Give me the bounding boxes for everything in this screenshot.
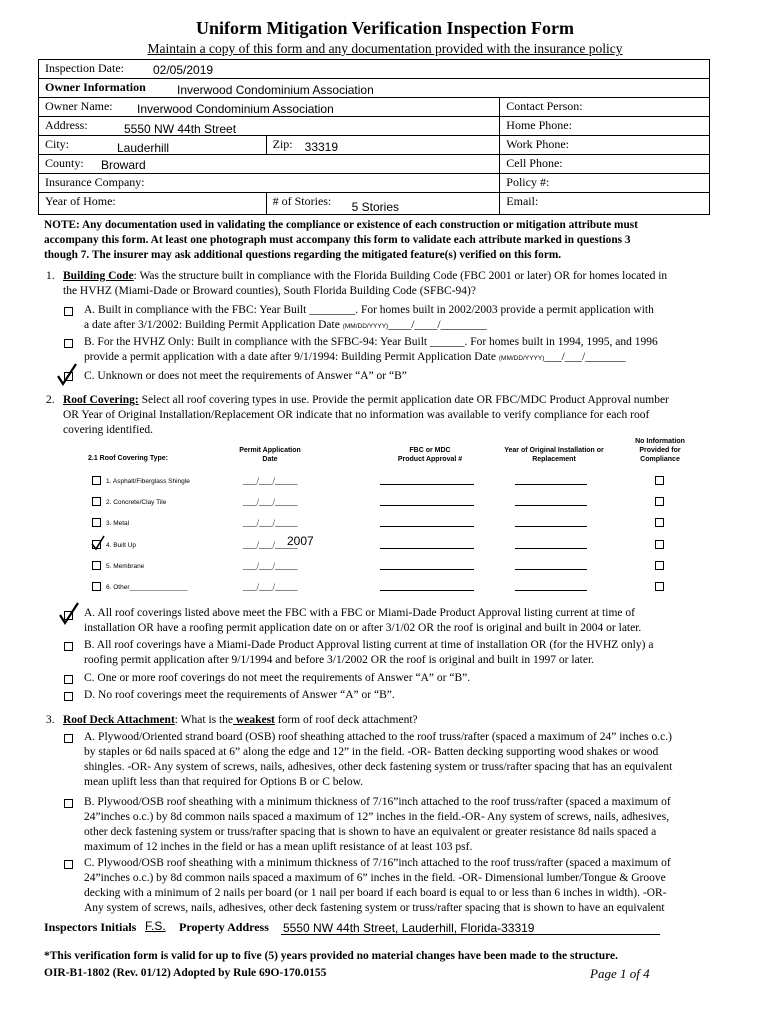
q2-option-b-line-2: roofing permit application after 9/1/1994 and before 3/1/2002 OR the roof is original and built in 1997 or later. [84, 654, 595, 666]
q2-option-d: D. No roof coverings meet the requirements of Answer “A” or “B”. [84, 689, 395, 701]
permit-date-field[interactable]: ___/___/_____ [243, 518, 298, 529]
q2-option-a-line-2: installation OR have a roofing permit application date on or after 3/1/02 OR the roof is original and built in 2004 or later. [84, 622, 642, 634]
property-address-value[interactable]: 5550 NW 44th Street, Lauderhill, Florida-33319 [283, 921, 535, 935]
county-cell [39, 155, 500, 174]
q2-option-b-line-1: B. All roof coverings have a Miami-Dade Product Approval listing current at time of installation OR (for the HVHZ only) a [84, 639, 654, 651]
roof-covering-type-checkbox[interactable] [92, 476, 101, 485]
q2-option-c: C. One or more roof coverings do not meet the requirements of Answer “A” or “B”. [84, 672, 471, 684]
q3-option-a-line-2: by staples or 6d nails spaced at 6” along the edge and 12” in the field. -OR- Batten decking supporting wood shakes or wood [84, 746, 659, 758]
owner-name-cell [39, 98, 500, 117]
note-line-3: though 7. The insurer may ask additional questions regarding the mitigated feature(s) verified on this form. [44, 249, 562, 261]
city-cell [39, 136, 267, 155]
q2-option-c-checkbox[interactable] [64, 675, 73, 684]
note-line-1: NOTE: Any documentation used in validating the compliance or existence of each construction or mitigation attribute must [44, 219, 638, 231]
inspectors-initials-value[interactable]: F.S. [145, 919, 166, 933]
policy-label: Policy #: [506, 175, 550, 189]
roof-covering-type-checkbox[interactable] [92, 561, 101, 570]
no-information-checkbox[interactable] [655, 582, 664, 591]
fbc-product-approval-field[interactable] [380, 505, 474, 506]
year-installation-field[interactable] [515, 526, 587, 527]
q1-option-a-line-2: a date after 3/1/2002: Building Permit Application Date (MM/DD/YYYY)____/____/________ [84, 319, 487, 331]
q1-question: Building Code: Was the structure built in compliance with the Florida Building Code (FBC 2001 or later) OR for homes located in [63, 270, 668, 282]
insurance-company-label: Insurance Company: [45, 175, 145, 189]
form-subtitle: Maintain a copy of this form and any documentation provided with the insurance policy [147, 41, 623, 56]
home-phone-label: Home Phone: [506, 118, 572, 132]
q1-option-b-line-2: provide a permit application with a date after 9/1/1994: Building Permit Application Date (MM/DD/YYYY)___/___/_______ [84, 351, 626, 363]
q3-option-c-line-1: C. Plywood/OSB roof sheathing with a minimum thickness of 7/16”inch attached to the roof truss/rafter (spaced a maximum of [84, 857, 671, 869]
q3-option-b-line-4: maximum of 12 inches in the field or has a mean uplift resistance of at least 103 psf. [84, 841, 473, 853]
q2-option-a-line-1: A. All roof coverings listed above meet the FBC with a FBC or Miami-Dade Product Approval listing current at time of [84, 607, 635, 619]
year-installation-field[interactable] [515, 548, 587, 549]
roof-covering-type-label: 5. Membrane [106, 562, 145, 570]
roof-covering-type-label: 3. Metal [106, 520, 130, 528]
form-id: OIR-B1-1802 (Rev. 01/12) Adopted by Rule 69O-170.0155 [44, 967, 327, 979]
policy-cell[interactable] [500, 174, 710, 193]
email-cell[interactable] [500, 193, 710, 215]
property-address-label: Property Address [179, 920, 269, 934]
fbc-product-approval-field[interactable] [380, 548, 474, 549]
q3-number: 3. [46, 714, 55, 726]
permit-date-field[interactable]: ___/___/_____ [243, 582, 298, 592]
year-installation-field[interactable] [515, 484, 587, 485]
owner-information-label: Owner Information [45, 80, 146, 94]
no-information-checkbox[interactable] [655, 476, 664, 485]
q1-option-a-checkbox[interactable] [64, 307, 73, 316]
year-installation-field[interactable] [515, 505, 587, 506]
owner-name-label: Owner Name: [45, 99, 113, 113]
stories-value[interactable]: 5 Stories [351, 200, 399, 214]
q2-option-b-checkbox[interactable] [64, 642, 73, 651]
q3-option-b-line-1: B. Plywood/OSB roof sheathing with a minimum thickness of 7/16”inch attached to the roof truss/rafter (spaced a maximum of [84, 796, 671, 808]
fbc-product-approval-header: FBC or MDC Product Approval # [397, 447, 463, 463]
permit-date-header: Permit Application Date [239, 447, 301, 463]
form-title: Uniform Mitigation Verification Inspection Form [196, 18, 574, 38]
validity-note: *This verification form is valid for up to five (5) years provided no material changes have been made to the structure. [44, 950, 618, 962]
email-label: Email: [506, 194, 539, 208]
inspection-date-cell [39, 60, 710, 79]
city-label: City: [45, 137, 70, 151]
built-up-checkmark-icon [90, 535, 106, 551]
q2-question-line-2: OR Year of Original Installation/Replacement OR indicate that no information was available to verify compliance for each roof [63, 409, 650, 421]
cell-phone-cell[interactable] [500, 155, 710, 174]
permit-date-field[interactable]: ___/___/_____ [243, 476, 298, 486]
q3-option-c-line-3: decking with a minimum of 2 nails per board (or 1 nail per board if each board is equal to or less than 6 inches in width). -OR- [84, 887, 667, 899]
roof-covering-type-label: 4. Built Up [106, 541, 136, 549]
q3-option-a-line-4: mean uplift less than that required for Options B or C below. [84, 776, 364, 788]
cell-phone-label: Cell Phone: [506, 156, 563, 170]
q3-option-c-line-4: Any system of screws, nails, adhesives, other deck fastening system or truss/rafter spacing that is shown to have an equivalent [84, 902, 665, 914]
no-information-checkbox[interactable] [655, 497, 664, 506]
owner-info-table [38, 59, 710, 215]
roof-covering-type-label: 1. Asphalt/Fiberglass Shingle [106, 478, 190, 485]
q3-option-c-checkbox[interactable] [64, 860, 73, 869]
property-address-underline [281, 934, 660, 935]
note-line-2: accompany this form. At least one photograph must accompany this form to validate each attribute marked in questions 3 [44, 234, 631, 246]
insurance-company-cell[interactable] [39, 174, 500, 193]
owner-name-value[interactable]: Inverwood Condominium Association [137, 102, 334, 116]
year-of-home-cell[interactable] [39, 193, 267, 215]
q1-question-line-2: the HVHZ (Miami-Dade or Broward counties), South Florida Building Code (SFBC-94)? [63, 285, 476, 297]
q3-option-a-checkbox[interactable] [64, 734, 73, 743]
permit-date-field[interactable]: ___/___/_____ [243, 560, 298, 571]
work-phone-cell[interactable] [500, 136, 710, 155]
q1-number: 1. [46, 270, 55, 282]
zip-value[interactable]: 33319 [304, 140, 339, 154]
q3-option-a-line-1: A. Plywood/Oriented strand board (OSB) roof sheathing attached to the roof truss/rafter (spaced a maximum of 24” inches o.c.) [84, 731, 672, 743]
city-value[interactable]: Lauderhill [117, 141, 170, 155]
q1-option-a-line-1: A. Built in compliance with the FBC: Year Built ________. For homes built in 2002/2003 provide a permit application with [84, 304, 654, 316]
permit-date-field[interactable]: ___/___/_____ [243, 497, 298, 508]
q2-option-a-checkmark-icon [56, 601, 82, 627]
work-phone-label: Work Phone: [506, 137, 569, 151]
stories-cell [266, 193, 500, 215]
q3-option-b-checkbox[interactable] [64, 799, 73, 808]
roof-covering-type-header: 2.1 Roof Covering Type: [88, 455, 168, 462]
address-cell [39, 117, 500, 136]
q3-option-b-line-2: 24”inches o.c.) by 8d common nails spaced a maximum of 12” inches in the field.-OR- Any system of screws, nails, adhesives, [84, 811, 670, 823]
no-information-header: No Information Provided for Compliance [635, 438, 685, 463]
fbc-product-approval-field[interactable] [380, 569, 474, 570]
page-number: Page 1 of 4 [590, 966, 650, 981]
contact-person-cell[interactable] [500, 98, 710, 117]
roof-covering-type-checkbox[interactable] [92, 497, 101, 506]
year-installation-field[interactable] [515, 590, 587, 591]
fbc-product-approval-field[interactable] [380, 526, 474, 527]
permit-date-field[interactable]: ___/___/_____ [243, 539, 298, 550]
q2-question: Roof Covering: Select all roof covering types in use. Provide the permit application date OR FBC/MDC Product Approval number [63, 394, 669, 406]
q2-number: 2. [46, 394, 55, 406]
q1-option-c: C. Unknown or does not meet the requirements of Answer “A” or “B” [84, 370, 407, 382]
q3-question: Roof Deck Attachment: What is the weakest form of roof deck attachment? [63, 714, 418, 726]
no-information-checkbox[interactable] [655, 540, 664, 549]
address-label: Address: [45, 118, 88, 132]
q1-option-b-checkbox[interactable] [64, 339, 73, 348]
inspection-date-value[interactable]: 02/05/2019 [153, 63, 214, 77]
zip-label: Zip: [272, 137, 293, 151]
zip-cell [266, 136, 500, 155]
roof-covering-type-label: 6. Other________________ [106, 584, 188, 591]
q1-option-b-line-1: B. For the HVHZ Only: Built in compliance with the SFBC-94: Year Built ______. For homes built in 1994, 1995, and 1996 [84, 336, 658, 348]
owner-information-cell [39, 79, 710, 98]
county-label: County: [45, 156, 84, 170]
fbc-product-approval-field[interactable] [380, 484, 474, 485]
inspectors-initials-label: Inspectors Initials [44, 920, 137, 934]
fbc-product-approval-field[interactable] [380, 590, 474, 591]
q3-option-c-line-2: 24”inches o.c.) by 8d common nails spaced a maximum of 6” inches in the field. -OR- Dimensional lumber/Tongue & Groove [84, 872, 666, 884]
no-information-checkbox[interactable] [655, 561, 664, 570]
inspection-date-label: Inspection Date: [45, 61, 124, 75]
permit-date-written-value[interactable]: 2007 [287, 533, 314, 548]
year-of-home-label: Year of Home: [45, 194, 116, 208]
year-installation-header: Year of Original Installation or Replacement [504, 447, 604, 463]
q2-question-line-3: covering identified. [63, 424, 154, 436]
q3-option-b-line-3: other deck fastening system or truss/rafter spacing that is shown to have an equivalent or greater resistance 8d nails spaced a [84, 826, 657, 838]
q2-option-d-checkbox[interactable] [64, 692, 73, 701]
home-phone-cell[interactable] [500, 117, 710, 136]
q1-option-c-checkmark-icon [54, 362, 80, 388]
no-information-checkbox[interactable] [655, 518, 664, 527]
year-installation-field[interactable] [515, 569, 587, 570]
address-value[interactable]: 5550 NW 44th Street [124, 122, 237, 136]
county-value[interactable]: Broward [101, 158, 146, 172]
roof-covering-type-checkbox[interactable] [92, 518, 101, 527]
q3-option-a-line-3: shingles. -OR- Any system of screws, nails, adhesives, other deck fastening system or truss/rafter spacing that has an equivalent [84, 761, 673, 773]
owner-information-value[interactable]: Inverwood Condominium Association [177, 83, 374, 97]
roof-covering-type-label: 2. Concrete/Clay Tile [106, 499, 167, 507]
roof-covering-type-checkbox[interactable] [92, 582, 101, 591]
stories-label: # of Stories: [272, 194, 332, 208]
contact-person-label: Contact Person: [506, 99, 583, 113]
